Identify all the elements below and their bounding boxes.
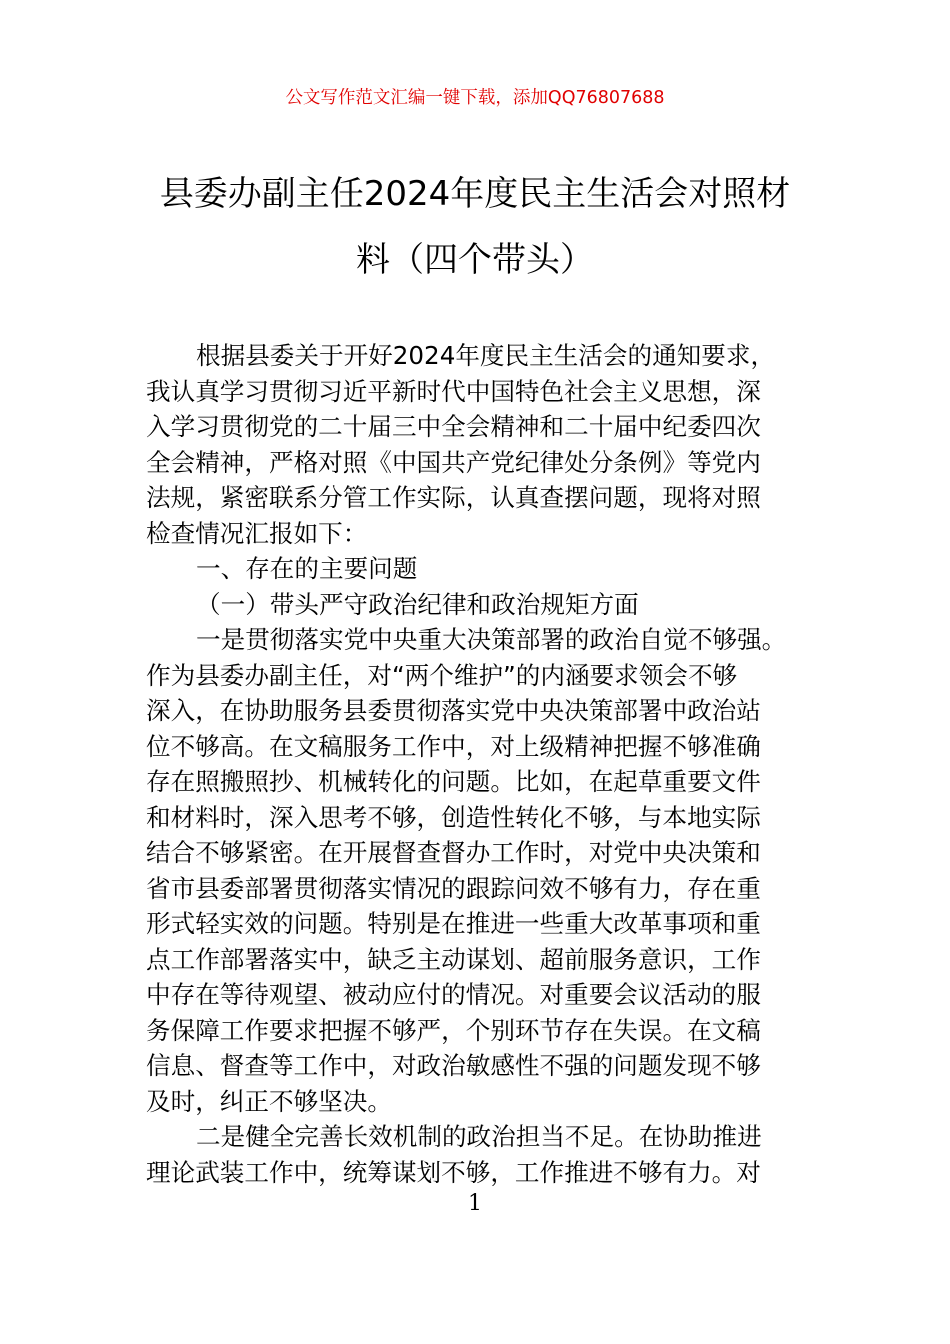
document-body — [146, 338, 816, 1190]
body-line: 务保障工作要求把握不够严，个别环节存在失误。在文稿 — [146, 1015, 761, 1045]
body-line: 点工作部署落实中，缺乏主动谋划、超前服务意识，工作 — [146, 944, 761, 974]
body-line: 深入，在协助服务县委贯彻落实党中央决策部署中政治站 — [146, 696, 761, 725]
body-line: 作为县委办副主任，对“两个维护”的内涵要求领会不够 — [146, 660, 738, 690]
body-line: 形式轻实效的问题。特别是在推进一些重大改革事项和重 — [146, 909, 761, 938]
document-title-line-2: 料（四个带头） — [356, 240, 594, 280]
subsection-heading: （一）带头严守政治纪律和政治规矩方面 — [196, 589, 639, 619]
body-line: 结合不够紧密。在开展督查督办工作时，对党中央决策和 — [146, 838, 761, 867]
body-line: 一是贯彻落实党中央重大决策部署的政治自觉不够强。 — [196, 625, 787, 654]
body-line: 省市县委部署贯彻落实情况的跟踪问效不够有力，存在重 — [146, 873, 761, 903]
body-line: 中存在等待观望、被动应付的情况。对重要会议活动的服 — [146, 980, 761, 1009]
download-notice: 公文写作范文汇编一键下载，添加QQ76807688 — [285, 88, 665, 108]
body-line: 我认真学习贯彻习近平新时代中国特色社会主义思想，深 — [146, 376, 761, 406]
body-line: 位不够高。在文稿服务工作中，对上级精神把握不够准确 — [146, 731, 761, 761]
body-line: 及时，纠正不够坚决。 — [146, 1086, 392, 1116]
body-line: 理论武装工作中，统筹谋划不够，工作推进不够有力。对 — [146, 1157, 761, 1187]
body-line: 入学习贯彻党的二十届三中全会精神和二十届中纪委四次 — [146, 412, 761, 441]
body-line: 法规，紧密联系分管工作实际，认真查摆问题，现将对照 — [146, 483, 761, 512]
document-title-line-1: 县委办副主任2024年度民主生活会对照材 — [159, 174, 791, 214]
body-line: 检查情况汇报如下： — [146, 518, 368, 548]
page-number: 1 — [468, 1191, 482, 1216]
body-line: 和材料时，深入思考不够，创造性转化不够，与本地实际 — [146, 802, 761, 832]
section-heading: 一、存在的主要问题 — [196, 554, 418, 583]
body-line: 二是健全完善长效机制的政治担当不足。在协助推进 — [196, 1122, 762, 1151]
body-line: 全会精神，严格对照《中国共产党纪律处分条例》等党内 — [146, 447, 761, 477]
body-line: 根据县委关于开好2024年度民主生活会的通知要求， — [196, 341, 776, 370]
body-line: 信息、督查等工作中，对政治敏感性不强的问题发现不够 — [146, 1051, 761, 1080]
body-line: 存在照搬照抄、机械转化的问题。比如，在起草重要文件 — [146, 767, 761, 796]
